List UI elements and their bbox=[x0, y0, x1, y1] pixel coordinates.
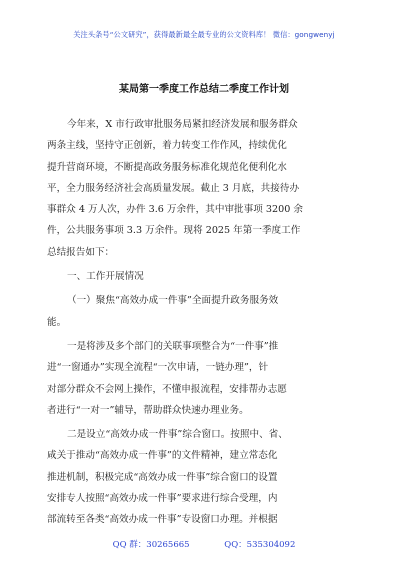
text-line: 平，全力服务经济社会高质量发展。截止 3 月底，共接待办 bbox=[47, 182, 300, 194]
qq-contact-text: QQ：535304092 bbox=[224, 540, 296, 550]
subsection-heading-text: （一）聚焦“高效办成一件事”全面提升政务服务效 bbox=[67, 295, 279, 307]
paragraph-intro bbox=[47, 114, 363, 263]
text-line: 一是将涉及多个部门的关联事项整合为“一件事”推 bbox=[67, 340, 279, 352]
text-line: 今年来，X 市行政审批服务局紧扣经济发展和服务群众 bbox=[67, 119, 298, 130]
document-body bbox=[47, 114, 363, 531]
text-line: 能。 bbox=[47, 316, 67, 328]
subsection-heading bbox=[47, 290, 363, 333]
text-line: 二是设立“高效办成一件事”综合窗口。按照中、省、 bbox=[67, 429, 288, 441]
qq-group-text: QQ 群：30265665 bbox=[112, 540, 190, 550]
text-line: 推进机制，积极完成“高效办成一件事”综合窗口的设置 bbox=[47, 471, 278, 483]
text-line: 咸关于推动“高效办成一件事”的文件精神，建立常态化 bbox=[47, 450, 278, 462]
text-line: 两条主线，坚持守正创新，着力转变工作作风，持续优化 bbox=[47, 140, 287, 152]
text-line: 对部分群众不会网上操作，不懂申报流程，安排帮办志愿 bbox=[47, 383, 287, 395]
text-line: 者进行“一对一”辅导，帮助群众快速办理业务。 bbox=[47, 404, 249, 416]
text-line: 件，公共服务事项 3.3 万余件。现将 2025 年第一季度工作 bbox=[47, 225, 301, 237]
text-line: 提升营商环境，不断提高政务服务标准化规范化便利化水 bbox=[47, 161, 287, 173]
text-line: 部流转至各类“高效办成一件事”专设窗口办理。并根据 bbox=[47, 514, 278, 526]
text-line: 进“一窗通办”实现全流程“一次申请，一链办理”，针 bbox=[47, 362, 269, 374]
text-line: 总结报告如下： bbox=[47, 246, 115, 258]
document-title: 某局第一季度工作总结二季度工作计划 bbox=[119, 84, 289, 95]
section-heading-text: 一、工作开展情况 bbox=[67, 271, 144, 283]
paragraph-point-two bbox=[47, 424, 363, 530]
section-heading bbox=[47, 266, 363, 287]
text-line: 事群众 4 万人次，办件 3.6 万余件，其中审批事项 3200 余 bbox=[47, 204, 303, 216]
bottom-banner bbox=[0, 538, 408, 550]
paragraph-point-one bbox=[47, 336, 363, 421]
text-line: 安排专人按照“高效办成一件事”要求进行综合受理，内 bbox=[47, 493, 278, 505]
top-banner-text: 关注头条号“公文研究”，获得最新最全最专业的公文资料库！ 微信：gongwenyj bbox=[73, 30, 335, 39]
